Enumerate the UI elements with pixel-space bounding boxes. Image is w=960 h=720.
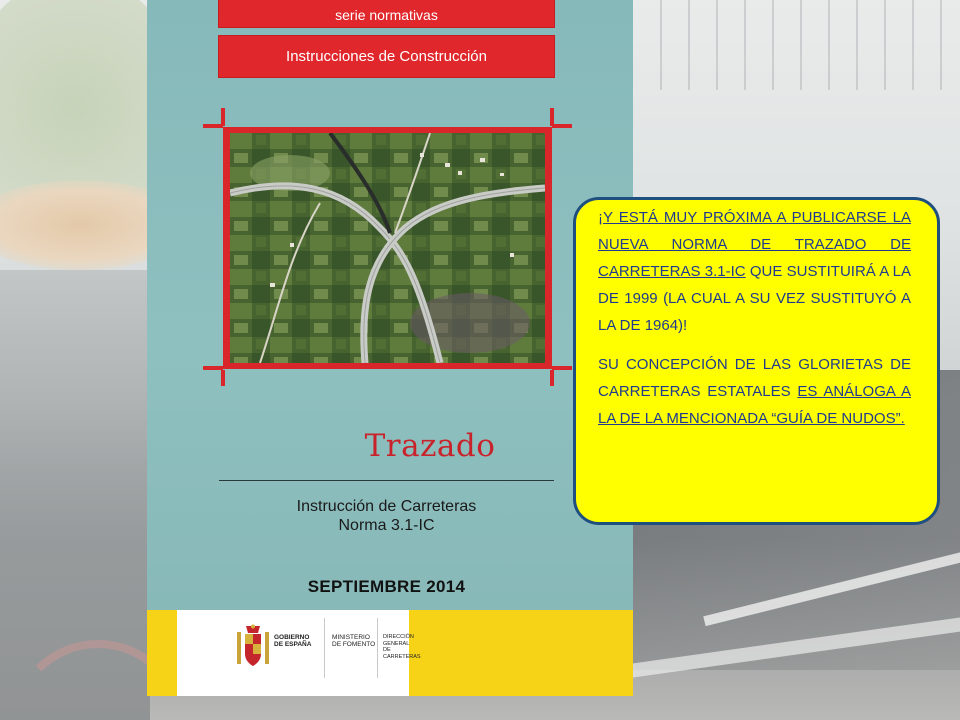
frame-tick <box>203 366 223 370</box>
subtitle-line: Norma 3.1-IC <box>338 517 435 534</box>
category-banner: Instrucciones de Construcción <box>219 36 554 77</box>
publication-date: SEPTIEMBRE 2014 <box>307 577 466 596</box>
callout-link[interactable]: Y ESTÁ MUY PRÓXIMA A PUBLICARSE LA NUEVA NORMA DE TRAZADO DE CARRETERAS 3.1-IC <box>598 209 911 280</box>
frame-tick <box>550 108 554 126</box>
background-fence <box>660 0 960 90</box>
spain-coat-of-arms-icon <box>235 624 271 672</box>
book-cover <box>147 0 633 696</box>
callout-paragraph-1 <box>598 204 911 339</box>
series-banner: serie normativas <box>219 0 554 27</box>
callout-text: ¡ <box>598 209 603 226</box>
ministry-line: DE FOMENTO <box>332 641 376 648</box>
aerial-photo-frame <box>223 127 552 369</box>
institution-logos <box>177 610 421 696</box>
frame-tick <box>552 124 572 128</box>
frame-tick <box>221 108 225 126</box>
frame-tick <box>552 366 572 370</box>
gov-line: DE ESPAÑA <box>274 641 312 648</box>
ministry-label <box>332 634 375 648</box>
aerial-highway-photo <box>230 133 545 363</box>
callout-text: QUE SUSTITUIRÁ A LA DE 1999 (LA CUAL A SU VEZ SUSTITUYÓ A LA DE 1964)! <box>598 263 911 334</box>
direction-label <box>383 634 421 660</box>
government-label <box>274 634 311 648</box>
gov-line: GOBIERNO <box>274 634 310 641</box>
ministry-line: MINISTERIO <box>332 634 370 641</box>
direction-line: DIRECCIÓN GENERAL <box>383 634 414 647</box>
title-divider <box>219 480 554 481</box>
direction-line: DE CARRETERAS <box>383 647 421 660</box>
info-callout <box>573 197 940 525</box>
frame-tick <box>203 124 223 128</box>
subtitle-line: Instrucción de Carreteras <box>296 498 477 515</box>
logo-separator <box>377 618 378 678</box>
aerial-highway-image <box>230 133 545 363</box>
callout-link[interactable]: ES ANÁLOGA A LA DE LA MENCIONADA “GUÍA DE NUDOS”. <box>598 383 911 427</box>
callout-paragraph-2 <box>598 351 911 432</box>
frame-tick <box>221 370 225 386</box>
cover-title: Trazado <box>364 428 496 464</box>
frame-tick <box>550 370 554 386</box>
cover-footer <box>147 610 633 696</box>
callout-text: SU CONCEPCIÓN DE LAS GLORIETAS DE CARRETERAS ESTATALES <box>598 356 911 400</box>
logo-separator <box>324 618 325 678</box>
cover-subtitle <box>219 497 554 535</box>
